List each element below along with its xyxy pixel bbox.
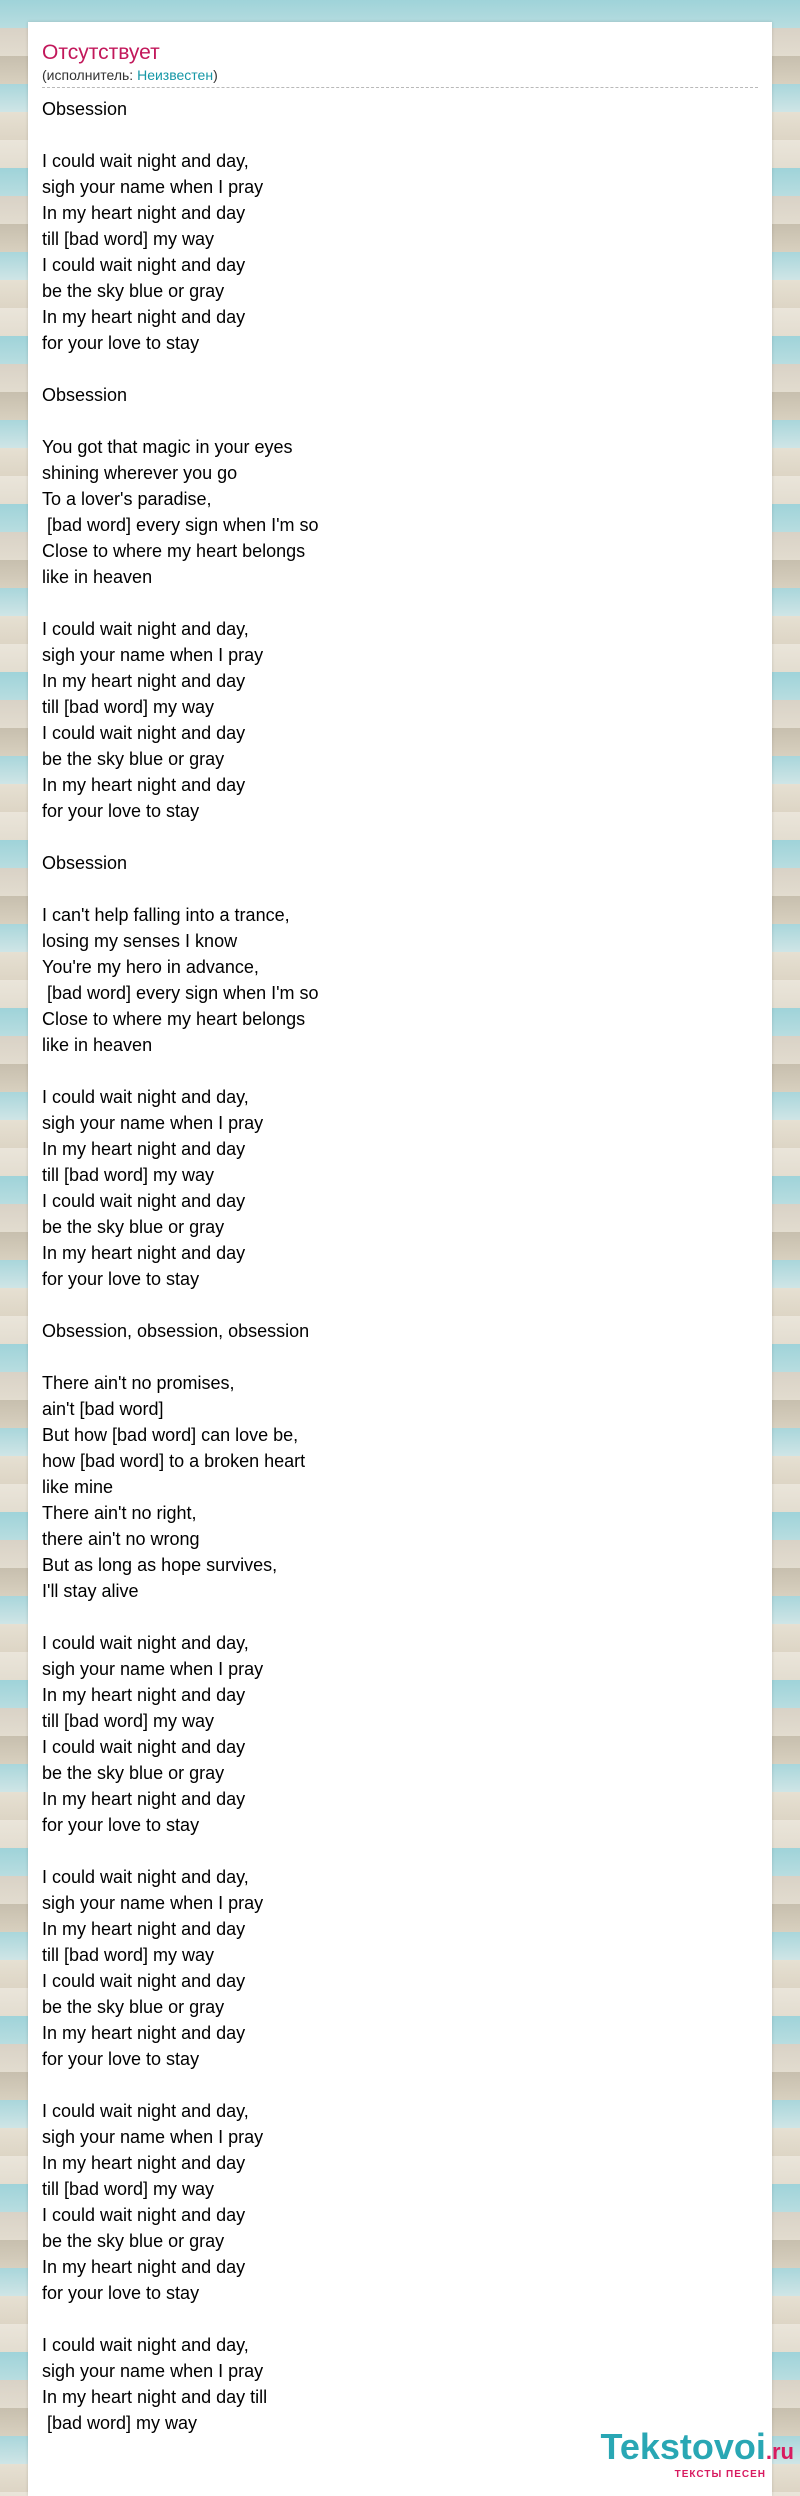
lyric-line: But how [bad word] can love be, [42, 1425, 299, 1445]
lyric-line: I could wait night and day, [42, 1867, 249, 1887]
lyric-line: I can't help falling into a trance, [42, 905, 290, 925]
lyric-line: [bad word] every sign when I'm so [42, 983, 319, 1003]
lyric-line: sigh your name when I pray [42, 1659, 264, 1679]
lyric-line: ain't [bad word] [42, 1399, 164, 1419]
artist-suffix: ) [213, 67, 218, 83]
lyric-line: I could wait night and day, [42, 1087, 249, 1107]
lyric-line: To a lover's paradise, [42, 489, 212, 509]
song-title: Отсутствует [42, 41, 160, 64]
lyric-line: In my heart night and day [42, 2153, 246, 2173]
lyric-line: Close to where my heart belongs [42, 541, 306, 561]
lyric-line: losing my senses I know [42, 931, 238, 951]
artist-prefix: (исполнитель: [42, 67, 138, 83]
lyric-line: sigh your name when I pray [42, 2127, 264, 2147]
lyric-line: You got that magic in your eyes [42, 437, 293, 457]
lyric-line: In my heart night and day [42, 2257, 246, 2277]
lyric-line: But as long as hope survives, [42, 1555, 278, 1575]
lyric-line: You're my hero in advance, [42, 957, 259, 977]
logo-tagline: ТЕКСТЫ ПЕСЕН [674, 2469, 766, 2480]
lyric-line: Obsession [42, 385, 128, 405]
lyric-line: In my heart night and day [42, 1919, 246, 1939]
lyric-line [42, 824, 758, 850]
lyric-line: like mine [42, 1477, 114, 1497]
lyric-line: I could wait night and day [42, 1971, 246, 1991]
lyric-line [42, 122, 758, 148]
lyric-line: like in heaven [42, 1035, 153, 1055]
lyric-line: till [bad word] my way [42, 1945, 215, 1965]
lyric-line [42, 2306, 758, 2332]
lyric-line: sigh your name when I pray [42, 177, 264, 197]
lyric-line: I could wait night and day, [42, 2101, 249, 2121]
lyric-line: how [bad word] to a broken heart [42, 1451, 306, 1471]
lyric-line [42, 590, 758, 616]
lyric-line: [bad word] every sign when I'm so [42, 515, 319, 535]
lyric-line: sigh your name when I pray [42, 645, 264, 665]
lyric-line: There ain't no right, [42, 1503, 197, 1523]
lyric-line [42, 1344, 758, 1370]
lyric-line: be the sky blue or gray [42, 2231, 225, 2251]
lyric-line: till [bad word] my way [42, 1165, 215, 1185]
lyric-line: Obsession, obsession, obsession [42, 1321, 310, 1341]
lyric-line: There ain't no promises, [42, 1373, 235, 1393]
lyric-line: In my heart night and day till [42, 2387, 268, 2407]
lyric-line [42, 408, 758, 434]
logo-wordmark [600, 2426, 795, 2470]
lyric-line: I could wait night and day [42, 2205, 246, 2225]
lyric-line [42, 1058, 758, 1084]
lyric-line: till [bad word] my way [42, 229, 215, 249]
lyric-line: Close to where my heart belongs [42, 1009, 306, 1029]
lyric-line: be the sky blue or gray [42, 1217, 225, 1237]
lyric-line: for your love to stay [42, 1815, 200, 1835]
lyric-line: sigh your name when I pray [42, 1113, 264, 1133]
lyric-line: I could wait night and day, [42, 619, 249, 639]
lyric-line: In my heart night and day [42, 1243, 246, 1263]
lyric-line: sigh your name when I pray [42, 1893, 264, 1913]
lyric-line: till [bad word] my way [42, 2179, 215, 2199]
lyric-line: I could wait night and day, [42, 151, 249, 171]
lyric-line: be the sky blue or gray [42, 1763, 225, 1783]
lyric-line: for your love to stay [42, 2283, 200, 2303]
lyric-line: In my heart night and day [42, 307, 246, 327]
lyric-line [42, 2072, 758, 2098]
lyric-line: In my heart night and day [42, 203, 246, 223]
artist-line [42, 66, 758, 87]
lyric-line: I could wait night and day [42, 723, 246, 743]
lyric-line: I could wait night and day [42, 1191, 246, 1211]
lyric-line: [bad word] my way [42, 2413, 198, 2433]
artist-link[interactable]: Неизвестен [137, 67, 214, 83]
lyric-line: be the sky blue or gray [42, 1997, 225, 2017]
lyrics-page [28, 22, 772, 2496]
lyric-line: for your love to stay [42, 1269, 200, 1289]
lyric-line [42, 876, 758, 902]
lyric-line [42, 1604, 758, 1630]
lyric-line: In my heart night and day [42, 1789, 246, 1809]
lyric-line: Obsession [42, 853, 128, 873]
lyric-line: till [bad word] my way [42, 1711, 215, 1731]
logo-tld: .ru [765, 2439, 794, 2464]
lyric-line: In my heart night and day [42, 775, 246, 795]
lyric-line: I could wait night and day [42, 1737, 246, 1757]
logo-name: Tekstovoi [600, 2426, 766, 2467]
lyric-line: for your love to stay [42, 2049, 200, 2069]
dashed-divider [42, 87, 758, 88]
lyric-line: for your love to stay [42, 333, 200, 353]
lyric-line: I could wait night and day, [42, 1633, 249, 1653]
lyric-line: be the sky blue or gray [42, 281, 225, 301]
lyric-line: In my heart night and day [42, 1685, 246, 1705]
lyric-line [42, 356, 758, 382]
lyric-line: Obsession [42, 99, 128, 119]
lyric-line: there ain't no wrong [42, 1529, 200, 1549]
lyric-line: for your love to stay [42, 801, 200, 821]
lyric-line: sigh your name when I pray [42, 2361, 264, 2381]
lyric-line: I'll stay alive [42, 1581, 139, 1601]
lyric-line: shining wherever you go [42, 463, 238, 483]
lyric-line: be the sky blue or gray [42, 749, 225, 769]
lyric-line [42, 1292, 758, 1318]
lyric-line: In my heart night and day [42, 1139, 246, 1159]
lyric-line [42, 1838, 758, 1864]
lyric-line: till [bad word] my way [42, 697, 215, 717]
lyric-line: In my heart night and day [42, 671, 246, 691]
lyric-line: I could wait night and day, [42, 2335, 249, 2355]
lyric-line: I could wait night and day [42, 255, 246, 275]
lyric-line: like in heaven [42, 567, 153, 587]
lyric-line: In my heart night and day [42, 2023, 246, 2043]
site-logo[interactable] [600, 2426, 795, 2480]
lyrics-text [42, 96, 758, 2436]
